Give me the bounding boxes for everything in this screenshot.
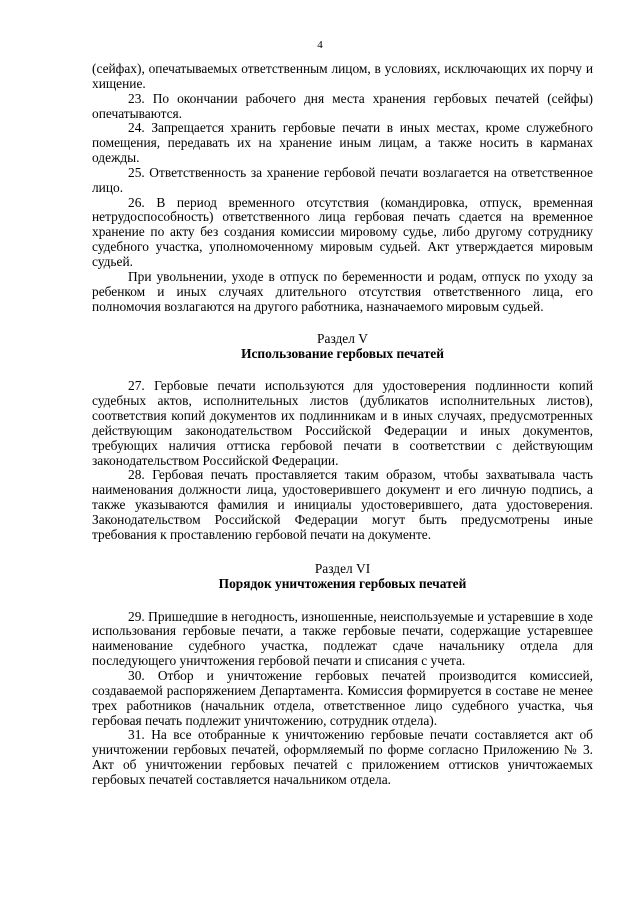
paragraph-26-dismissal: При увольнении, уходе в отпуск по беременности и родам, отпуск по уходу за ребенком и иных случаях длительного отсутствия ответственного лица, его полномочия возлагаются на другого работника, назначаемого мировым судьей.	[92, 268, 593, 314]
paragraph-continuation: (сейфах), опечатываемых ответственным лицом, в условиях, исключающих их порчу и хищение.	[92, 61, 593, 91]
section-5-label: Раздел V	[317, 331, 368, 347]
paragraph-25: 25. Ответственность за хранение гербовой печати возлагается на ответственное лицо.	[92, 164, 593, 195]
section-5-title: Использование гербовых печатей	[241, 346, 444, 362]
paragraph-27: 27. Гербовые печати используются для удостоверения подлинности копий судебных актов, исполнительных листов (дубликатов исполнительных листов), соответствия копий документов их подлинникам и в иных случаях, предусмотренных действующим законодательством Российской Федерации и иных документов, требующих наличия оттиска гербовой печати в соответствии с действующим законодательством Российской Федерации.	[92, 378, 593, 468]
paragraph-23: 23. По окончании рабочего дня места хранения гербовых печатей (сейфы) опечатываются.	[92, 90, 593, 121]
paragraph-26: 26. В период временного отсутствия (командировка, отпуск, временная нетрудоспособность) ответственного лица гербовая печать сдается на временное хранение по акту без создания комиссии мировому судье, либо другому сотруднику судебного участка, уполномоченному мировым судьей. Акт утверждается мировым судьей.	[92, 194, 593, 269]
section-5-heading	[92, 331, 593, 361]
section-6-heading	[92, 561, 593, 591]
section-6-title: Порядок уничтожения гербовых печатей	[218, 575, 467, 591]
paragraph-29: 29. Пришедшие в негодность, изношенные, неиспользуемые и устаревшие в ходе использования гербовые печати, а также гербовые печати, содержащие устаревшее наименование судебного участка, подлежат сдаче начальнику отдела для последующего уничтожения гербовой печати и списания с учета.	[92, 608, 593, 669]
paragraph-30: 30. Отбор и уничтожение гербовых печатей производится комиссией, создаваемой распоряжением Департамента. Комиссия формируется в составе не менее трех работников (начальник отдела, ответственное лицо судебного участка, чья гербовая печать подлежит уничтожению, сотрудник отдела).	[92, 668, 593, 728]
document-body	[92, 62, 593, 788]
paragraph-31: 31. На все отобранные к уничтожению гербовые печати составляется акт об уничтожении гербовых печатей, оформляемый по форме согласно Приложению № 3. Акт об уничтожении гербовых печатей с приложением оттисков уничтожаемых гербовых печатей составляется начальником отдела.	[92, 727, 593, 787]
paragraph-28: 28. Гербовая печать проставляется таким образом, чтобы захватывала часть наименования должности лица, удостоверившего документ и его личную подпись, а также указываются фамилия и инициалы удостоверившего, дата удостоверения. Законодательством Российской Федерации могут быть предусмотрены иные требования к проставлению гербовой печати на документе.	[92, 467, 593, 542]
page-number: 4	[317, 39, 323, 51]
section-6-label: Раздел VI	[314, 560, 371, 576]
paragraph-24: 24. Запрещается хранить гербовые печати в иных местах, кроме служебного помещения, передавать их на хранение иным лицам, а также носить в карманах одежды.	[92, 120, 593, 166]
